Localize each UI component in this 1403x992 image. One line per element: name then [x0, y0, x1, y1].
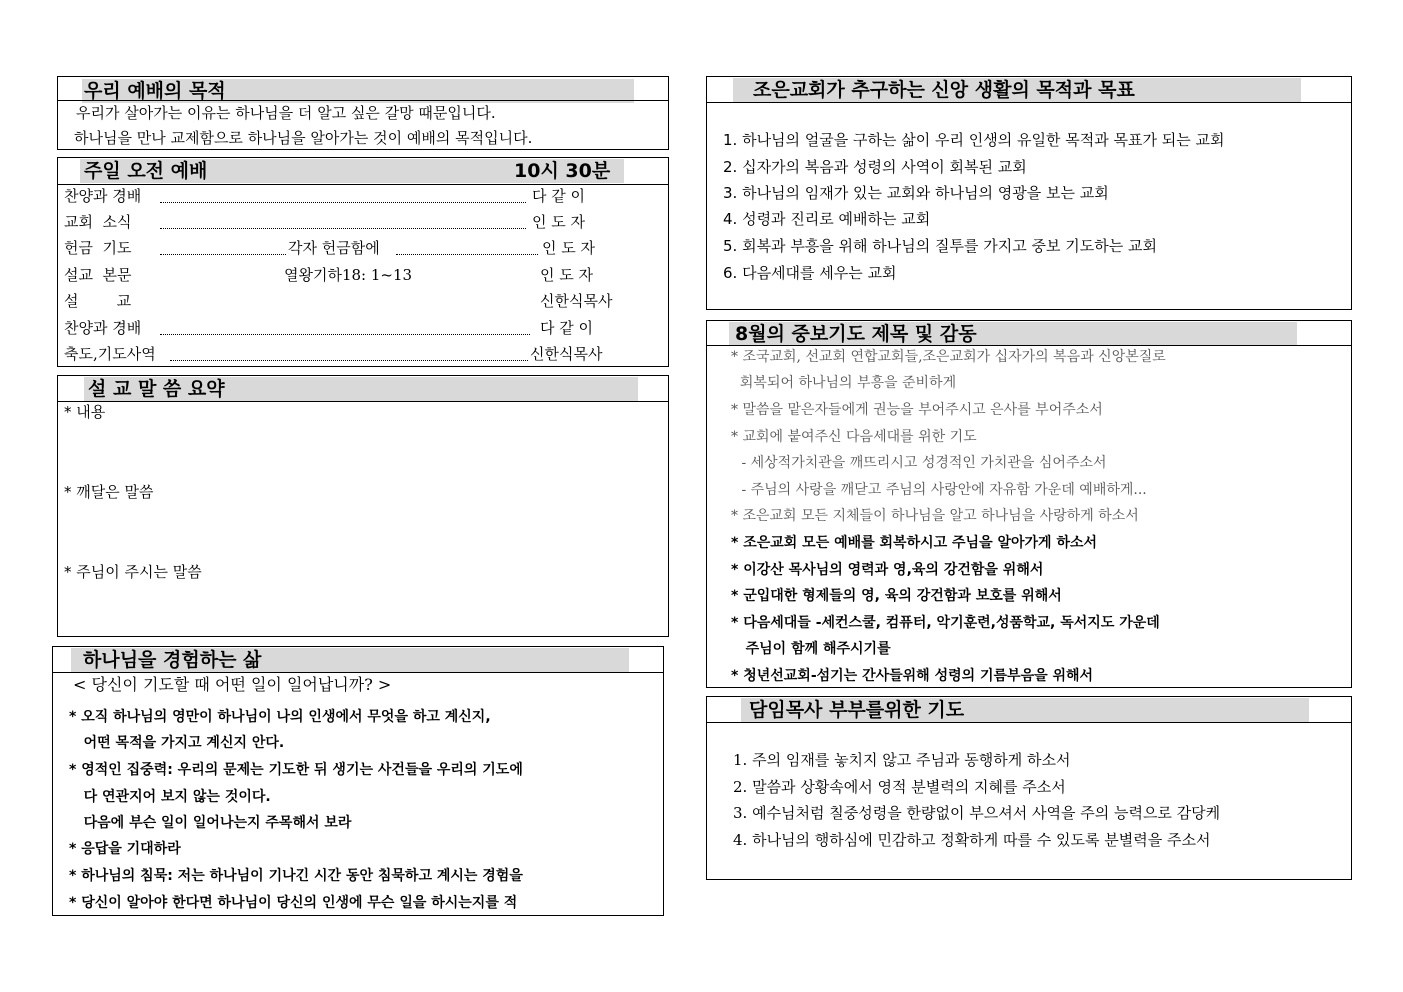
sermon-item: * 내용 [64, 403, 106, 421]
prayer-line: * 청년선교회-섬기는 간사들위해 성령의 기름부음을 위해서 [731, 668, 1094, 684]
worship-purpose-title: 우리 예배의 목적 [82, 79, 634, 103]
experience-line: * 당신이 알아야 한다면 하나님이 당신의 인생에 무슨 일을 하시는지를 적 [69, 895, 518, 911]
prayer-line: * 다음세대들 -세컨스쿨, 컴퓨터, 악기훈련,성품학교, 독서지도 가운데 [731, 615, 1160, 631]
pastor-prayer-item: 1. 주의 임재를 놓치지 않고 주님과 동행하게 하소서 [733, 751, 1071, 769]
prayer-line: - 세상적가치관을 깨뜨리시고 성경적인 가치관을 심어주소서 [737, 455, 1107, 471]
sunday-service-box [57, 157, 669, 367]
experience-box [52, 646, 664, 916]
goal-item: 3. 하나님의 임재가 있는 교회와 하나님의 영광을 보는 교회 [723, 184, 1109, 202]
order-row-leader: 다 같 이 [532, 187, 586, 205]
sermon-item: * 깨달은 말씀 [64, 483, 154, 501]
order-row-leader: 인 도 자 [542, 239, 596, 257]
prayer-line: 주님이 함께 해주시기를 [731, 641, 891, 657]
experience-line: * 하나님의 침묵: 저는 하나님이 기나긴 시간 동안 침묵하고 계시는 경험을 [69, 868, 523, 884]
order-row-label: 교회 소식 [64, 213, 132, 231]
goal-item: 1. 하나님의 얼굴을 구하는 삶이 우리 인생의 유일한 목적과 목표가 되는 교회 [723, 131, 1225, 149]
prayer-line: * 조국교회, 선교회 연합교회들,조은교회가 십자가의 복음과 신앙본질로 [731, 349, 1166, 365]
order-row-mid: 열왕기하18: 1~13 [284, 266, 413, 284]
order-row-label: 설교 본문 [64, 266, 132, 284]
pastor-prayer-title: 담임목사 부부를위한 기도 [741, 698, 1309, 722]
experience-line: 어떤 목적을 가지고 계신지 안다. [69, 735, 285, 751]
order-row-label: 헌금 기도 [64, 239, 132, 257]
sunday-service-time: 10시 30분 [514, 160, 611, 182]
prayer-line: * 조은교회 모든 예배를 회복하시고 주님을 알아가게 하소서 [731, 535, 1098, 551]
goal-item: 5. 회복과 부흥을 위해 하나님의 질투를 가지고 중보 기도하는 교회 [723, 237, 1157, 255]
pastor-prayer-item: 2. 말씀과 상황속에서 영적 분별력의 지혜를 주소서 [733, 778, 1066, 796]
sermon-summary-box [57, 375, 669, 637]
experience-line: * 오직 하나님의 영만이 하나님이 나의 인생에서 무엇을 하고 계신지, [69, 709, 491, 725]
prayer-line: - 주님의 사랑을 깨닫고 주님의 사랑안에 자유함 가운데 예배하게... [737, 482, 1147, 498]
experience-title: 하나님을 경험하는 삶 [71, 648, 629, 672]
pastor-prayer-box [706, 696, 1352, 880]
prayer-line: * 이강산 목사님의 영력과 영,육의 강건함을 위해서 [731, 562, 1044, 578]
experience-line: 다음에 부슨 일이 일어나는지 주목해서 보라 [69, 815, 352, 831]
purpose-line-1: 우리가 살아가는 이유는 하나님을 더 알고 싶은 갈망 때문입니다. [76, 104, 496, 122]
prayer-line: * 교회에 붙여주신 다음세대를 위한 기도 [731, 429, 977, 445]
order-row-leader: 인 도 자 [540, 266, 594, 284]
order-row-mid: 각자 헌금함에 [288, 239, 380, 257]
church-goals-box [706, 76, 1352, 310]
worship-purpose-box [57, 76, 669, 150]
order-row-leader: 신한식목사 [530, 345, 603, 363]
pastor-prayer-item: 3. 예수님처럼 칠중성령을 한량없이 부으셔서 사역을 주의 능력으로 감당케 [733, 804, 1221, 822]
prayer-line: * 조은교회 모든 지체들이 하나님을 알고 하나님을 사랑하게 하소서 [731, 508, 1139, 524]
sunday-service-title: 주일 오전 예배 [80, 159, 624, 183]
order-row-label: 찬양과 경배 [64, 187, 142, 205]
sermon-item: * 주님이 주시는 말씀 [64, 563, 202, 581]
sermon-summary-title: 설 교 말 씀 요약 [84, 377, 638, 401]
prayer-line: * 군입대한 형제들의 영, 육의 강건함과 보호를 위해서 [731, 588, 1062, 604]
goal-item: 4. 성령과 진리로 예배하는 교회 [723, 210, 931, 228]
purpose-line-2: 하나님을 만나 교제함으로 하나님을 알아가는 것이 예배의 목적입니다. [74, 129, 533, 147]
order-row-leader: 신한식목사 [540, 292, 613, 310]
church-goals-title: 조은교회가 추구하는 신앙 생활의 목적과 목표 [733, 78, 1301, 102]
experience-line: 다 연관지어 보지 않는 것이다. [69, 789, 271, 805]
order-row-label: 찬양과 경배 [64, 319, 142, 337]
goal-item: 2. 십자가의 복음과 성령의 사역이 회복된 교회 [723, 158, 1027, 176]
intercession-box [706, 320, 1352, 688]
experience-line: * 영적인 집중력: 우리의 문제는 기도한 뒤 생기는 사건들을 우리의 기도에 [69, 762, 523, 778]
prayer-line: 회복되어 하나님의 부흥을 준비하게 [731, 375, 957, 391]
goal-item: 6. 다음세대를 세우는 교회 [723, 264, 897, 282]
experience-line: * 응답을 기대하라 [69, 841, 181, 857]
experience-subtitle: < 당신이 기도할 때 어떤 일이 일어납니까? > [73, 675, 392, 694]
order-row-leader: 인 도 자 [532, 213, 586, 231]
pastor-prayer-item: 4. 하나님의 행하심에 민감하고 정확하게 따를 수 있도록 분별력을 주소서 [733, 831, 1211, 849]
order-row-label: 설 교 [64, 292, 132, 310]
prayer-line: * 말씀을 맡은자들에게 권능을 부어주시고 은사를 부어주소서 [731, 402, 1103, 418]
intercession-title: 8월의 중보기도 제목 및 감동 [729, 322, 1297, 346]
order-row-leader: 다 같 이 [540, 319, 594, 337]
order-row-label: 축도,기도사역 [64, 345, 156, 363]
